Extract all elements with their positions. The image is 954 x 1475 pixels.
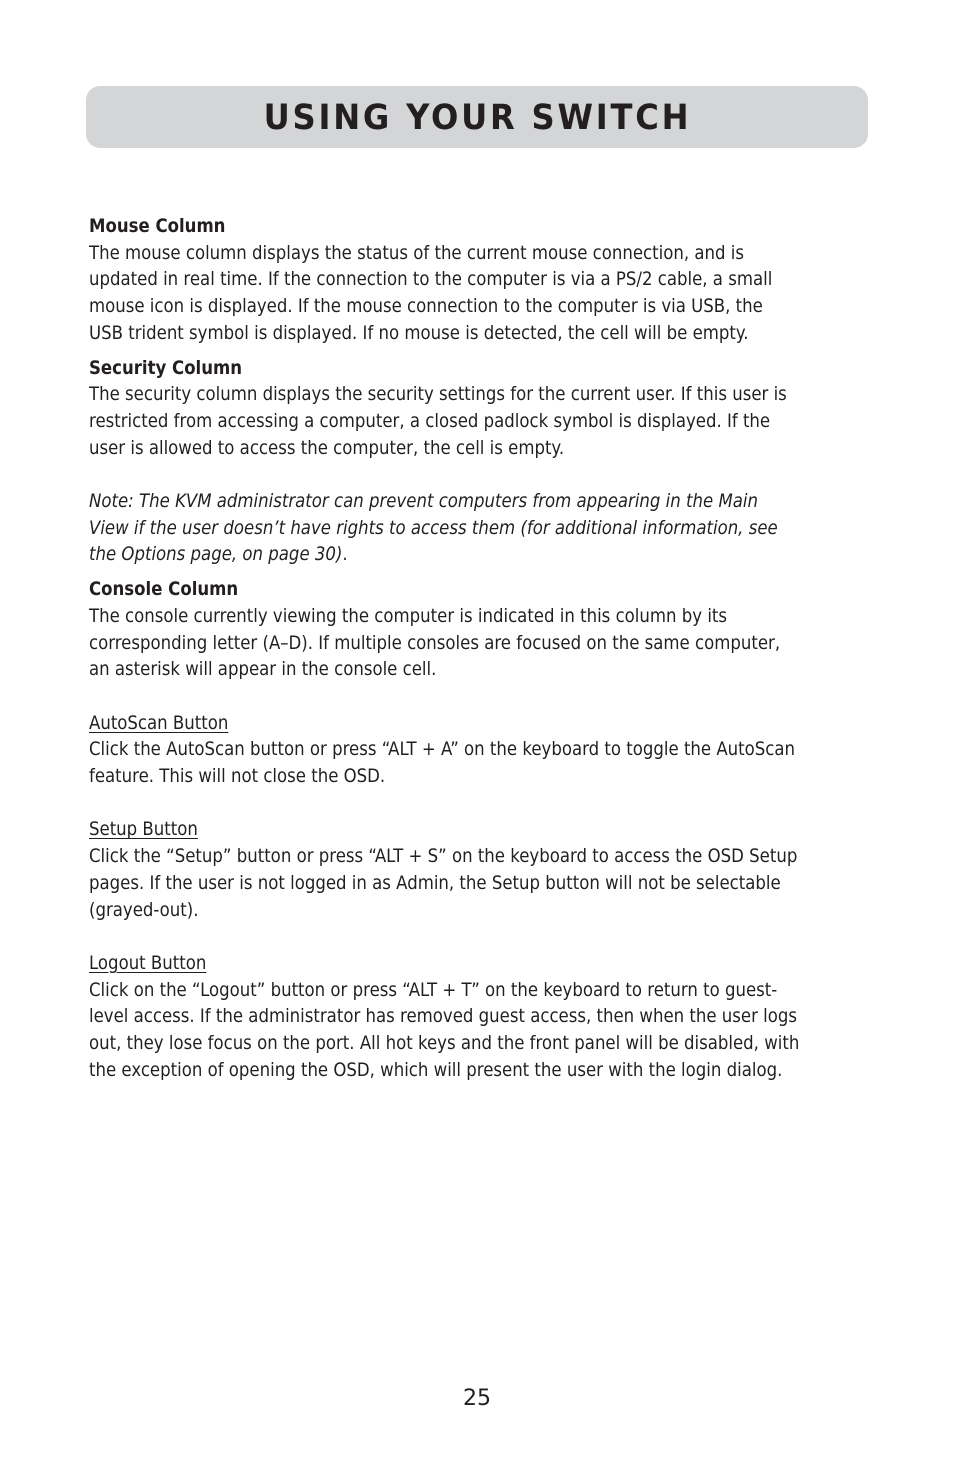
autoscan-button-body: Click the AutoScan button or press “ALT + A” on the keyboard to toggle the AutoScan feature. This will not close the OSD. (89, 739, 796, 788)
logout-heading-line (89, 951, 800, 978)
page-number: 25 (463, 1386, 491, 1411)
autoscan-heading-line (89, 711, 800, 738)
logout-button-heading: Logout Button (89, 952, 207, 974)
security-note-text: Note: The KVM administrator can prevent computers from appearing in the Main View if the user doesn’t have rights to access them (for additional information, see the Options page, on page 30) (89, 491, 778, 566)
spacer (89, 462, 800, 489)
mouse-column-heading: Mouse Column (89, 216, 226, 237)
autoscan-button-heading: AutoScan Button (89, 712, 229, 734)
security-column-heading: Security Column (89, 357, 243, 379)
spacer (89, 924, 800, 951)
mouse-column-body: The mouse column displays the status of the current mouse connection, and is updated in real time. If the connection to the computer is via a PS/2 cable, a small mouse icon is displayed. If the mouse connection to the computer is via USB, the USB trident symbol is displayed. If no mouse is detected, the cell will be empty. (89, 242, 773, 344)
security-note (89, 489, 800, 569)
spacer (89, 684, 800, 711)
spacer (89, 791, 800, 818)
console-column-body: The console currently viewing the computer is indicated in this column by its corresponding letter (A–D). If multiple consoles are focused on the same computer, an asterisk will appear in the console cell. (89, 605, 781, 681)
logout-button-body: Click on the “Logout” button or press “ALT + T” on the keyboard to return to guest-level access. If the administrator has removed guest access, then when the user logs out, they lose focus on the port. All hot keys and the front panel will be disabled, with the exception of opening the OSD, which will present the user with the login dialog. (89, 979, 800, 1081)
setup-heading-line (89, 817, 800, 844)
page-title: USING YOUR SWITCH (263, 98, 691, 138)
console-column-heading: Console Column (89, 579, 239, 601)
spacer (89, 348, 800, 356)
setup-button-heading: Setup Button (89, 819, 198, 841)
security-note-period: . (342, 544, 348, 566)
spacer (89, 569, 800, 577)
setup-button-body: Click the “Setup” button or press “ALT + S” on the keyboard to access the OSD Setup pages. If the user is not logged in as Admin, the Setup button will not be selectable (grayed-out). (89, 846, 798, 921)
security-column-body: The security column displays the security settings for the current user. If this user is restricted from accessing a computer, a closed padlock symbol is displayed. If the user is allowed to access the computer, the cell is empty. (89, 384, 787, 459)
page-content (89, 214, 800, 1084)
header-bar (86, 86, 868, 148)
